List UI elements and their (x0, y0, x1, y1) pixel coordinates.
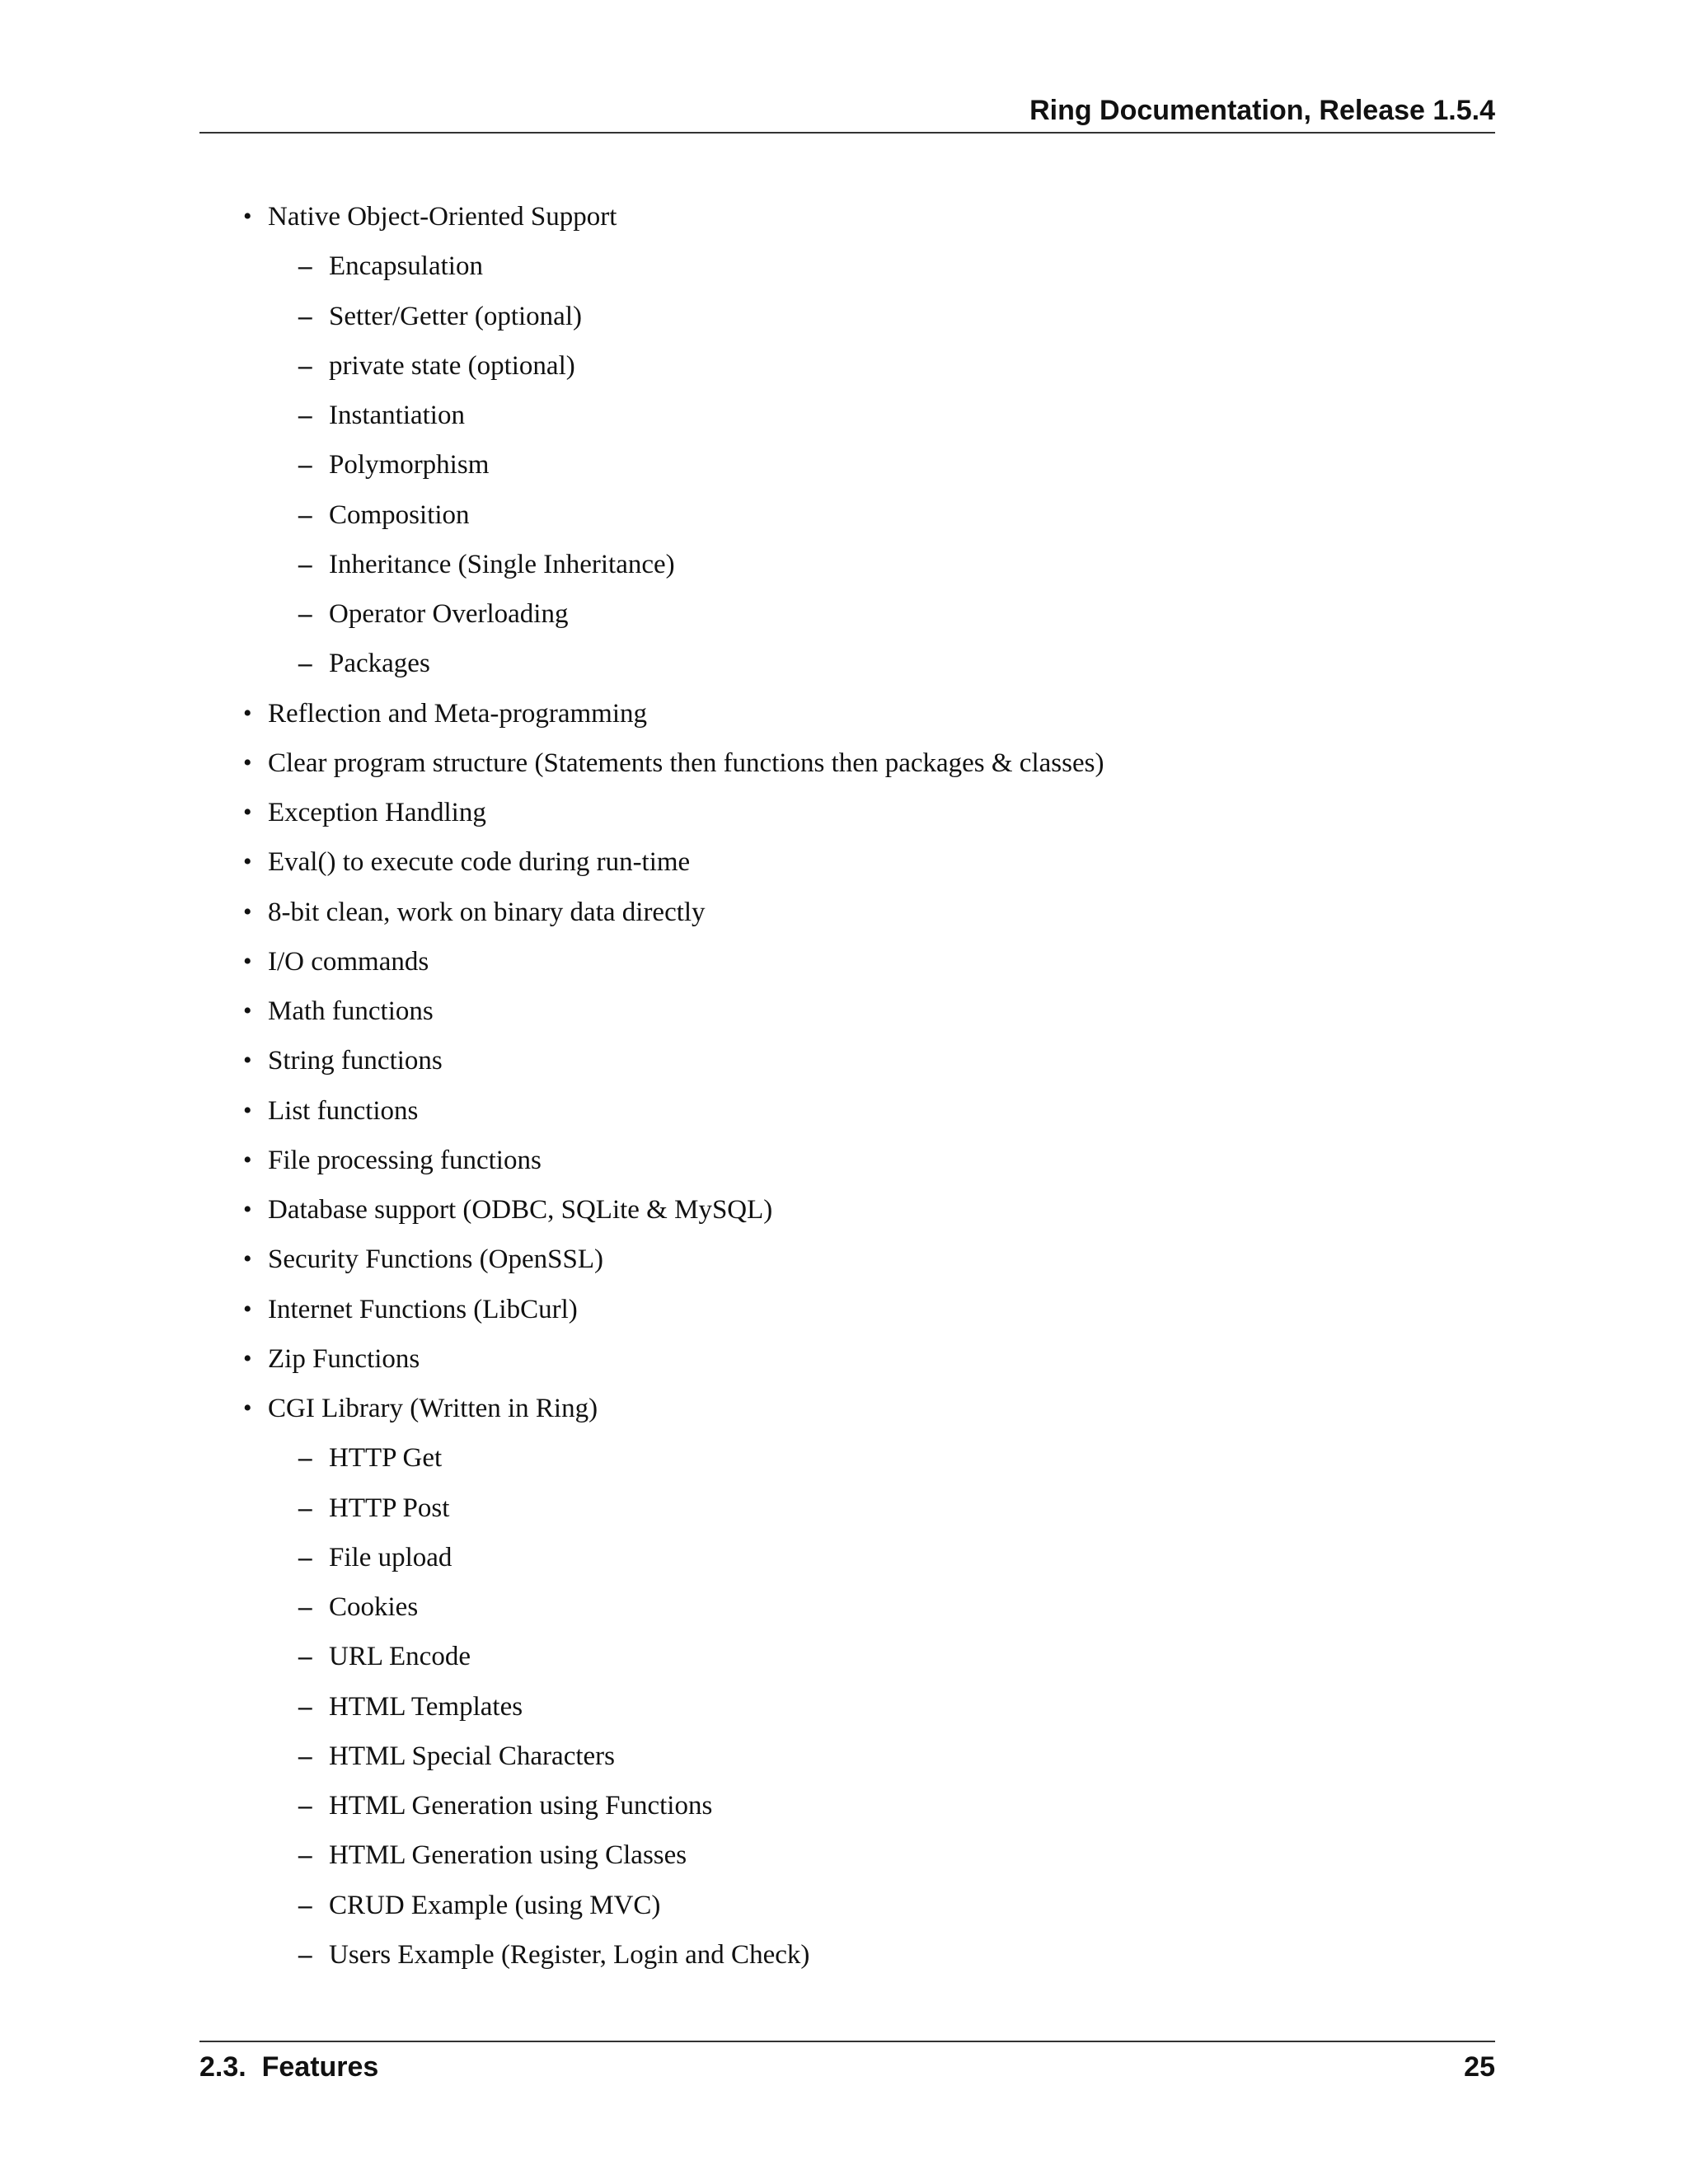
feature-row (199, 192, 1495, 241)
feature-text: File processing functions (268, 1145, 542, 1175)
features-content (199, 192, 1495, 1980)
bullet-marker: • (243, 947, 252, 975)
sub-feature-text: Operator Overloading (329, 599, 569, 629)
sub-feature-list (199, 1433, 1495, 1980)
dash-marker: – (298, 1890, 312, 1920)
bullet-marker: • (243, 1344, 252, 1372)
sub-feature-text: HTTP Post (329, 1493, 450, 1523)
sub-feature-item (199, 341, 1495, 391)
feature-row (199, 738, 1495, 788)
document-title: Ring Documentation, Release 1.5.4 (1029, 95, 1495, 126)
page-footer (199, 2041, 1495, 2092)
sub-feature-item (199, 241, 1495, 291)
dash-marker: – (298, 649, 312, 679)
bullet-marker: • (243, 848, 252, 876)
sub-feature-item (199, 1433, 1495, 1483)
feature-text: I/O commands (268, 946, 429, 977)
sub-feature-text: HTTP Get (329, 1443, 443, 1474)
dash-marker: – (298, 1741, 312, 1771)
dash-marker: – (298, 301, 312, 331)
sub-feature-text: Instantiation (329, 401, 465, 430)
feature-text: Math functions (268, 996, 434, 1026)
sub-feature-item (199, 589, 1495, 639)
feature-item (199, 888, 1495, 937)
sub-feature-item (199, 1533, 1495, 1582)
bullet-marker: • (243, 1394, 252, 1422)
sub-feature-item (199, 440, 1495, 490)
feature-text: Native Object-Oriented Support (268, 202, 617, 232)
section-title: 2.3. Features (199, 2051, 379, 2083)
feature-row (199, 937, 1495, 987)
sub-feature-text: Setter/Getter (optional) (329, 301, 582, 331)
sub-feature-item (199, 1632, 1495, 1681)
bullet-marker: • (243, 997, 252, 1024)
sub-feature-item (199, 1830, 1495, 1880)
sub-feature-item (199, 292, 1495, 341)
bullet-marker: • (243, 1047, 252, 1075)
feature-text: Internet Functions (LibCurl) (268, 1294, 578, 1324)
feature-row (199, 1285, 1495, 1334)
sub-feature-item (199, 639, 1495, 688)
feature-item (199, 1136, 1495, 1185)
dash-marker: – (298, 1840, 312, 1871)
sub-feature-item (199, 1930, 1495, 1980)
sub-feature-text: Packages (329, 649, 430, 679)
features-list (199, 192, 1495, 1980)
feature-text: Clear program structure (Statements then functions then packages & classes) (268, 748, 1104, 778)
dash-marker: – (298, 350, 312, 381)
feature-row (199, 1384, 1495, 1433)
feature-row (199, 1036, 1495, 1085)
sub-feature-text: HTML Generation using Classes (329, 1840, 687, 1871)
bullet-marker: • (243, 898, 252, 926)
dash-marker: – (298, 549, 312, 579)
dash-marker: – (298, 401, 312, 430)
sub-feature-item (199, 1582, 1495, 1632)
feature-item (199, 987, 1495, 1036)
feature-item (199, 1036, 1495, 1085)
page-number: 25 (1464, 2051, 1495, 2083)
bullet-marker: • (243, 203, 252, 230)
feature-text: CGI Library (Written in Ring) (268, 1394, 598, 1423)
feature-row (199, 888, 1495, 937)
sub-feature-text: CRUD Example (using MVC) (329, 1890, 661, 1920)
feature-item (199, 1384, 1495, 1980)
sub-feature-item (199, 391, 1495, 440)
feature-text: 8-bit clean, work on binary data directly (268, 897, 706, 927)
sub-feature-item (199, 490, 1495, 540)
feature-row (199, 788, 1495, 837)
feature-text: List functions (268, 1095, 419, 1126)
dash-marker: – (298, 1493, 312, 1523)
sub-feature-item (199, 1483, 1495, 1533)
dash-marker: – (298, 1791, 312, 1821)
dash-marker: – (298, 1939, 312, 1970)
sub-feature-text: URL Encode (329, 1642, 471, 1672)
feature-row (199, 1136, 1495, 1185)
feature-row (199, 1334, 1495, 1384)
feature-item (199, 937, 1495, 987)
sub-feature-list (199, 241, 1495, 688)
feature-text: Zip Functions (268, 1343, 420, 1374)
bullet-marker: • (243, 1295, 252, 1323)
feature-row (199, 1086, 1495, 1136)
sub-feature-text: Users Example (Register, Login and Check) (329, 1939, 810, 1970)
feature-row (199, 689, 1495, 738)
dash-marker: – (298, 1691, 312, 1722)
feature-item (199, 1285, 1495, 1334)
feature-row (199, 837, 1495, 887)
feature-item (199, 788, 1495, 837)
feature-text: Database support (ODBC, SQLite & MySQL) (268, 1195, 773, 1225)
dash-marker: – (298, 499, 312, 530)
sub-feature-text: File upload (329, 1542, 452, 1572)
dash-marker: – (298, 1542, 312, 1572)
feature-text: String functions (268, 1046, 443, 1076)
feature-text: Security Functions (OpenSSL) (268, 1244, 603, 1275)
dash-marker: – (298, 450, 312, 480)
sub-feature-item (199, 1732, 1495, 1781)
feature-text: Eval() to execute code during run-time (268, 847, 691, 878)
feature-item (199, 1334, 1495, 1384)
dash-marker: – (298, 1443, 312, 1474)
sub-feature-item (199, 1881, 1495, 1930)
sub-feature-text: Cookies (329, 1592, 419, 1622)
dash-marker: – (298, 1642, 312, 1672)
bullet-marker: • (243, 1146, 252, 1174)
page-header (199, 89, 1495, 134)
feature-item (199, 1185, 1495, 1235)
dash-marker: – (298, 1592, 312, 1622)
dash-marker: – (298, 251, 312, 282)
sub-feature-text: HTML Generation using Functions (329, 1791, 713, 1821)
sub-feature-text: Inheritance (Single Inheritance) (329, 549, 675, 579)
sub-feature-text: Polymorphism (329, 450, 490, 480)
feature-text: Reflection and Meta-programming (268, 698, 648, 729)
sub-feature-text: HTML Special Characters (329, 1741, 615, 1771)
bullet-marker: • (243, 699, 252, 727)
sub-feature-item (199, 540, 1495, 589)
sub-feature-item (199, 1682, 1495, 1732)
feature-item (199, 1235, 1495, 1284)
bullet-marker: • (243, 1096, 252, 1124)
bullet-marker: • (243, 748, 252, 776)
feature-item (199, 192, 1495, 689)
feature-row (199, 987, 1495, 1036)
feature-item (199, 689, 1495, 738)
feature-row (199, 1185, 1495, 1235)
sub-feature-text: Encapsulation (329, 251, 483, 282)
sub-feature-text: HTML Templates (329, 1691, 523, 1722)
feature-item (199, 738, 1495, 788)
feature-text: Exception Handling (268, 798, 486, 827)
feature-item (199, 837, 1495, 887)
dash-marker: – (298, 599, 312, 629)
bullet-marker: • (243, 799, 252, 826)
feature-row (199, 1235, 1495, 1284)
bullet-marker: • (243, 1245, 252, 1273)
sub-feature-text: Composition (329, 499, 470, 530)
feature-item (199, 1086, 1495, 1136)
sub-feature-text: private state (optional) (329, 350, 575, 381)
bullet-marker: • (243, 1196, 252, 1223)
sub-feature-item (199, 1781, 1495, 1830)
